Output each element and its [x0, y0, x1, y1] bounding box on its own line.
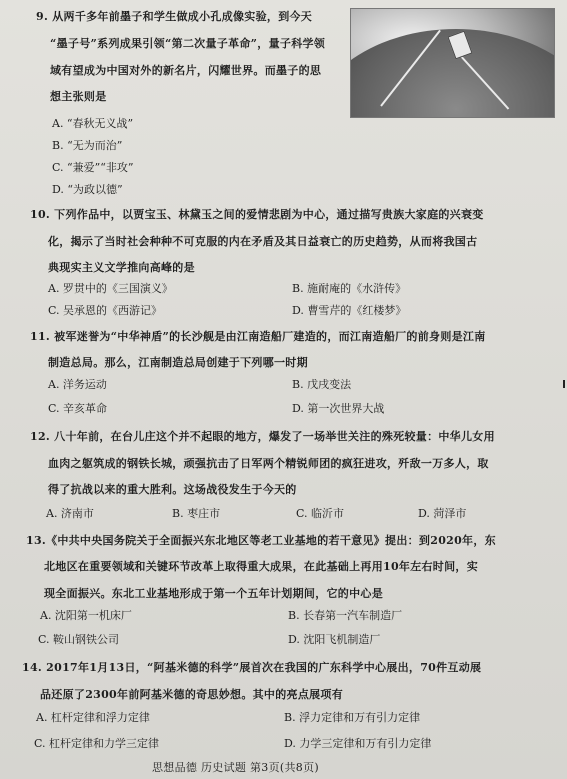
q12-option-a: A. 济南市	[46, 507, 94, 520]
q13-option-b: B. 长春第一汽车制造厂	[288, 609, 403, 622]
q11-option-b: B. 戊戌变法	[292, 378, 352, 391]
binding-mark	[563, 380, 565, 388]
q9-option-c: C. “兼爱”“非攻”	[52, 161, 134, 174]
q10-line-2: 化，揭示了当时社会种种不可克服的内在矛盾及其日益衰亡的历史趋势，从而将我国古	[48, 235, 478, 248]
q13-option-a: A. 沈阳第一机床厂	[40, 609, 132, 622]
q12-line-1: 12. 八十年前，在台儿庄这个并不起眼的地方，爆发了一场举世关注的殊死较量：中华儿女用	[30, 430, 495, 443]
q9-line-3: 域有望成为中国对外的新名片，闪耀世界。而墨子的思	[50, 64, 322, 77]
q9-line-4: 想主张则是	[50, 90, 107, 103]
q12-line-3: 得了抗战以来的重大胜利。这场战役发生于今天的	[48, 483, 297, 496]
q10-line-3: 典现实主义文学推向高峰的是	[48, 261, 195, 274]
q10-option-c: C. 吴承恩的《西游记》	[48, 304, 163, 317]
q9-option-b: B. “无为而治”	[52, 139, 123, 152]
q11-option-c: C. 辛亥革命	[48, 402, 108, 415]
q11-option-a: A. 洋务运动	[48, 378, 107, 391]
q9-line-2: “墨子号”系列成果引领“第二次量子革命”，量子科学领	[50, 37, 326, 50]
q12-option-c: C. 临沂市	[296, 507, 345, 520]
q12-line-2: 血肉之躯筑成的钢铁长城，顽强抗击了日军两个精锐师团的疯狂进攻，歼敌一万多人，取	[48, 457, 489, 470]
q13-line-3: 现全面振兴。东北工业基地形成于第一个五年计划期间，它的中心是	[44, 587, 383, 600]
q13-option-d: D. 沈阳飞机制造厂	[288, 633, 381, 646]
q13-option-c: C. 鞍山钢铁公司	[38, 633, 120, 646]
q11-option-d: D. 第一次世界大战	[292, 402, 385, 415]
quantum-satellite-photo	[350, 8, 555, 118]
q12-option-d: D. 菏泽市	[418, 507, 467, 520]
q11-line-1: 11. 被军迷誉为“中华神盾”的长沙舰是由江南造船厂建造的，而江南造船厂的前身则是江南	[30, 330, 486, 343]
q9-line-1: 9. 从两千多年前墨子和学生做成小孔成像实验，到今天	[36, 10, 313, 23]
q9-option-d: D. “为政以德”	[52, 183, 123, 196]
q14-line-2: 品还原了2300年前阿基米德的奇思妙想。其中的亮点展项有	[40, 688, 344, 701]
q10-option-a: A. 罗贯中的《三国演义》	[48, 282, 173, 295]
q13-line-2: 北地区在重要领域和关键环节改革上取得重大成果，在此基础上再用10年左右时间，实	[44, 560, 479, 573]
q9-option-a: A. “春秋无义战”	[52, 117, 134, 130]
q14-option-d: D. 力学三定律和万有引力定律	[284, 737, 432, 750]
q14-line-1: 14. 2017年1月13日，“阿基米德的科学”展首次在我国的广东科学中心展出，70件互动展	[22, 661, 482, 674]
q11-line-2: 制造总局。那么，江南制造总局创建于下列哪一时期	[48, 356, 308, 369]
q13-line-1: 13.《中共中央国务院关于全面振兴东北地区等老工业基地的若干意见》提出：到2020年，东	[26, 534, 496, 547]
page-footer: 思想品德 历史试题 第3页(共8页)	[152, 761, 319, 774]
q14-option-c: C. 杠杆定律和力学三定律	[34, 737, 160, 750]
q10-option-b: B. 施耐庵的《水浒传》	[292, 282, 407, 295]
q10-option-d: D. 曹雪芹的《红楼梦》	[292, 304, 407, 317]
q10-line-1: 10. 下列作品中，以贾宝玉、林黛玉之间的爱情悲剧为中心，通过描写贵族大家庭的兴衰变	[30, 208, 484, 221]
q12-option-b: B. 枣庄市	[172, 507, 221, 520]
q14-option-a: A. 杠杆定律和浮力定律	[36, 711, 150, 724]
q14-option-b: B. 浮力定律和万有引力定律	[284, 711, 421, 724]
